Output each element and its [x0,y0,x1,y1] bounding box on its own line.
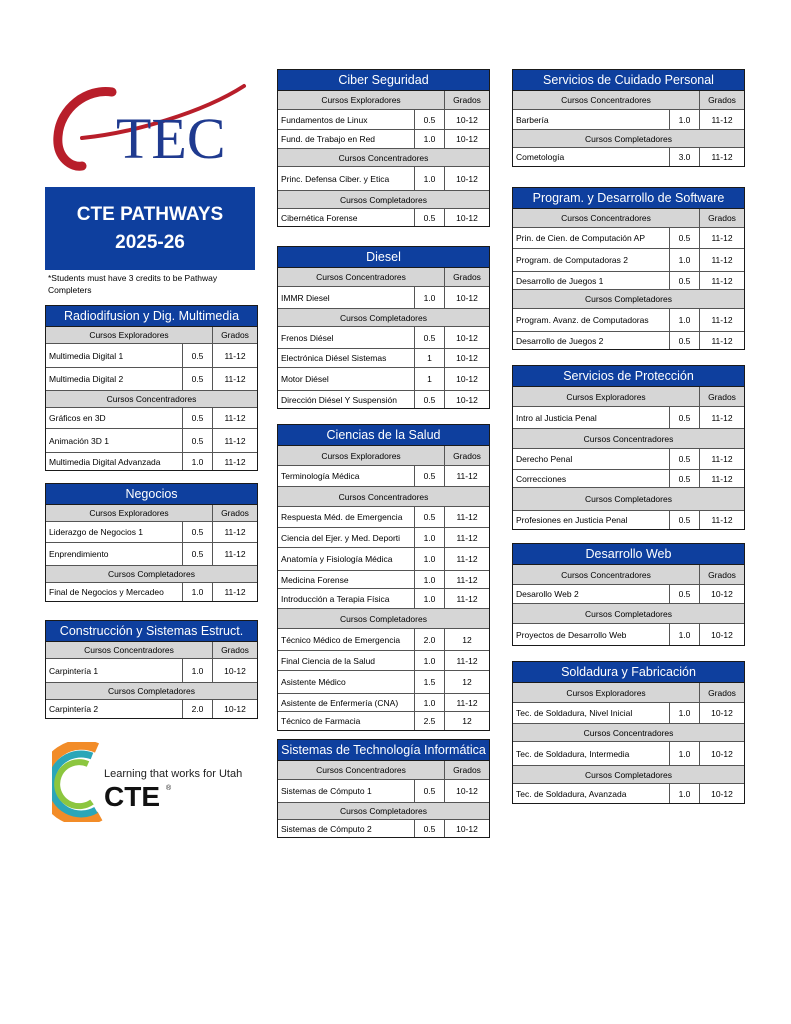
course-name: Correcciones [516,473,567,484]
course-credits: 0.5 [182,344,212,367]
course-credits: 1 [414,349,444,367]
section-header: Cursos Concentradores [278,487,489,507]
table-title: Negocios [46,484,257,505]
table-row [278,820,489,837]
course-name: Intro al Justicia Penal [516,412,597,423]
table-title: Servicios de Protección [513,366,744,387]
course-grades: 12 [444,629,489,650]
table-header-row [513,387,744,407]
table-row [513,703,744,724]
course-credits: 2.0 [182,700,212,718]
course-credits: 0.5 [414,327,444,348]
table-row [513,309,744,332]
table-row [513,249,744,272]
section-header: Cursos Concentradores [46,642,213,658]
course-credits: 0.5 [669,585,699,603]
table-header-row [278,91,489,110]
course-credits: 1.0 [182,659,212,682]
table-row [46,522,257,543]
course-name: Profesiones en Justicia Penal [516,515,628,525]
course-grades: 11-12 [212,583,257,601]
grades-header: Grados [221,645,249,655]
course-grades: 11-12 [699,309,744,331]
course-credits: 0.5 [669,228,699,248]
course-grades: 11-12 [444,694,489,711]
table-title: Sistemas de Technología Informática [278,740,489,761]
course-name: Sistemas de Cómputo 2 [281,823,372,834]
course-credits: 0.5 [414,780,444,802]
course-name: Electrónica Diésel Sistemas [281,353,387,363]
registered-mark: ® [166,785,172,792]
course-credits: 1.0 [669,624,699,645]
course-grades: 10-12 [699,624,744,645]
section-header: Cursos Exploradores [513,387,700,406]
section-header: Cursos Concentradores [278,149,489,167]
table-header-row [46,642,257,659]
section-header: Cursos Exploradores [278,91,445,109]
course-grades: 11-12 [444,528,489,547]
course-credits: 1 [414,368,444,390]
table-web [512,543,745,646]
course-name: Técnico de Farmacia [281,716,361,726]
course-grades: 10-12 [444,167,489,190]
table-soldadura [512,661,745,804]
course-grades: 11-12 [212,429,257,452]
course-grades: 11-12 [444,507,489,527]
table-row [46,453,257,470]
table-header-row [513,683,744,703]
course-name: Tec. de Soldadura, Nivel Inicial [516,708,633,718]
table-row [513,449,744,470]
course-grades: 10-12 [699,703,744,723]
course-grades: 11-12 [699,148,744,166]
course-grades: 11-12 [444,466,489,486]
table-row [278,629,489,651]
course-name: Desarrollo de Juegos 2 [516,335,604,346]
table-row [278,712,489,730]
table-row [278,571,489,589]
course-grades: 11-12 [212,408,257,428]
section-header: Cursos Concentradores [278,268,445,286]
course-name: IMMR Diesel [281,292,330,303]
section-header: Cursos Concentradores [513,429,744,449]
section-header: Cursos Exploradores [46,505,213,521]
table-row [46,429,257,453]
table-row [513,624,744,645]
section-header: Cursos Completadores [513,488,744,511]
course-credits: 1.0 [414,589,444,608]
course-name: Final de Negocios y Mercadeo [49,587,164,597]
course-name: Desarrollo de Juegos 1 [516,275,604,286]
course-credits: 0.5 [414,391,444,408]
credits-note: *Students must have 3 credits to be Pathway Completers [48,273,218,295]
course-name: Frenos Diésel [281,332,334,343]
course-name: Técnico Médico de Emergencia [281,634,401,645]
section-header: Cursos Exploradores [278,446,445,465]
section-header: Cursos Completadores [278,803,489,820]
course-name: Asistente de Enfermería (CNA) [281,697,399,708]
table-row [513,110,744,130]
course-name: Program. de Computadoras 2 [516,255,628,265]
course-grades: 11-12 [212,368,257,390]
course-credits: 3.0 [669,148,699,166]
course-name: Multimedia Digital Advanzada [49,456,161,467]
grades-header: Grados [453,272,481,282]
course-credits: 0.5 [669,407,699,428]
course-credits: 1.0 [414,130,444,148]
table-row [513,470,744,488]
grades-header: Grados [221,508,249,518]
table-row [278,209,489,226]
table-row [278,694,489,712]
course-credits: 0.5 [182,522,212,542]
course-grades: 10-12 [212,659,257,682]
section-header: Cursos Completadores [513,604,744,624]
course-credits: 1.0 [414,167,444,190]
course-grades: 10-12 [212,700,257,718]
course-grades: 10-12 [444,130,489,148]
course-credits: 2.0 [414,629,444,650]
course-grades: 11-12 [212,344,257,367]
grades-header: Grados [708,95,736,105]
course-credits: 1.0 [414,287,444,308]
course-credits: 0.5 [182,408,212,428]
course-grades: 10-12 [699,585,744,603]
table-row [278,391,489,408]
course-grades: 11-12 [699,470,744,487]
course-credits: 1.0 [414,651,444,670]
grades-header: Grados [453,95,481,105]
course-name: Introducción a Terapia Física [281,593,390,604]
table-row [46,659,257,683]
table-proteccion [512,365,745,530]
cte-text: CTE [104,781,160,812]
table-title: Program. y Desarrollo de Software [513,188,744,209]
course-name: Terminología Médica [281,471,360,481]
course-grades: 12 [444,671,489,693]
course-credits: 0.5 [669,511,699,529]
table-construccion [45,620,258,719]
table-row [278,780,489,803]
table-header-row [513,565,744,585]
table-row [46,700,257,718]
table-title: Radiodifusion y Dig. Multimedia [46,306,257,327]
course-name: Enprendimiento [49,549,109,559]
grades-header: Grados [453,765,481,775]
table-row [513,784,744,803]
course-name: Final Ciencia de la Salud [281,655,376,666]
course-grades: 10-12 [444,327,489,348]
course-credits: 0.5 [182,429,212,452]
course-credits: 0.5 [669,272,699,289]
course-grades: 11-12 [444,651,489,670]
table-header-row [46,327,257,344]
course-credits: 1.0 [182,583,212,601]
table-header-row [46,505,257,522]
pathways-title: CTE PATHWAYS [76,203,224,225]
course-credits: 0.5 [414,110,444,129]
course-name: Liderazgo de Negocios 1 [49,527,144,537]
course-credits: 0.5 [182,368,212,390]
course-name: Motor Diésel [281,374,329,384]
course-name: Medicina Forense [281,574,349,585]
course-grades: 10-12 [444,209,489,226]
course-grades: 11-12 [444,589,489,608]
ctec-logo [52,78,252,178]
course-credits: 1.0 [669,742,699,765]
section-header: Cursos Exploradores [46,327,213,343]
table-header-row [278,268,489,287]
cte-tagline: Learning that works for Utah [104,768,243,780]
course-name: Animación 3D 1 [49,435,110,446]
course-grades: 11-12 [212,453,257,470]
grades-header: Grados [708,569,736,580]
course-name: Multimedia Digital 2 [49,374,124,384]
table-title: Diesel [278,247,489,268]
course-credits: 1.0 [669,703,699,723]
grades-header: Grados [708,213,736,223]
course-name: Cometología [516,152,565,162]
section-header: Cursos Concentradores [46,391,257,408]
course-grades: 10-12 [444,780,489,802]
table-row [278,327,489,349]
table-title: Ciber Seguridad [278,70,489,91]
course-name: Tec. de Soldadura, Intermedia [516,748,630,759]
course-grades: 11-12 [444,548,489,570]
table-row [513,332,744,349]
course-grades: 11-12 [699,110,744,129]
course-grades: 10-12 [699,742,744,765]
course-grades: 11-12 [212,522,257,542]
table-row [46,344,257,368]
table-row [513,511,744,529]
course-grades: 10-12 [444,391,489,408]
course-name: Fundamentos de Linux [281,114,368,125]
table-row [278,528,489,548]
table-row [278,548,489,571]
table-row [513,228,744,249]
course-grades: 10-12 [444,349,489,367]
course-name: Respuesta Méd. de Emergencia [281,512,403,522]
table-row [513,742,744,766]
table-row [278,130,489,149]
table-title: Ciencias de la Salud [278,425,489,446]
section-header: Cursos Completadores [278,191,489,209]
course-credits: 0.5 [182,543,212,565]
course-name: Asistente Médico [281,677,346,687]
table-row [278,287,489,309]
course-grades: 11-12 [699,511,744,529]
section-header: Cursos Completadores [513,766,744,784]
table-row [278,167,489,191]
course-name: Cibernética Forense [281,212,358,223]
course-name: Carpintería 1 [49,665,99,676]
grades-header: Grados [221,330,249,340]
table-title: Construcción y Sistemas Estruct. [46,621,257,642]
course-credits: 1.0 [669,784,699,803]
cte-utah-logo [52,742,257,822]
table-salud [277,424,490,731]
table-title: Servicios de Cuidado Personal [513,70,744,91]
table-sti [277,739,490,838]
course-credits: 1.0 [669,309,699,331]
course-grades: 10-12 [444,820,489,837]
course-name: Carpintería 2 [49,704,99,714]
course-name: Anatomía y Fisiología Médica [281,554,393,564]
grades-header: Grados [708,391,736,402]
course-name: Derecho Penal [516,454,573,464]
course-name: Desarollo Web 2 [516,589,579,599]
course-name: Program. Avanz. de Computadoras [516,315,649,325]
table-row [278,349,489,368]
course-credits: 0.5 [669,449,699,469]
course-grades: 11-12 [444,571,489,588]
course-credits: 1.0 [414,694,444,711]
course-grades: 10-12 [699,784,744,803]
course-name: Sistemas de Cómputo 1 [281,786,372,796]
course-credits: 1.0 [182,453,212,470]
table-row [278,589,489,609]
table-diesel [277,246,490,409]
table-row [513,585,744,604]
course-credits: 1.0 [414,571,444,588]
course-name: Multimedia Digital 1 [49,350,124,361]
ctec-text: TEC [116,106,226,171]
section-header: Cursos Completadores [513,290,744,309]
course-name: Proyectos de Desarrollo Web [516,629,627,640]
table-row [278,671,489,694]
section-header: Cursos Completadores [513,130,744,148]
course-grades: 11-12 [699,407,744,428]
grades-header: Grados [708,687,736,698]
table-radiodifusion [45,305,258,471]
course-credits: 1.0 [669,110,699,129]
pathways-header [45,187,255,270]
table-row [278,110,489,130]
table-header-row [513,209,744,228]
course-name: Ciencia del Ejer. y Med. Deporti [281,532,401,543]
table-row [278,651,489,671]
table-header-row [278,761,489,780]
course-credits: 0.5 [414,466,444,486]
table-personal [512,69,745,167]
pathways-year: 2025-26 [115,231,185,253]
course-grades: 11-12 [699,228,744,248]
course-credits: 2.5 [414,712,444,730]
course-grades: 11-12 [212,543,257,565]
course-grades: 11-12 [699,449,744,469]
table-row [46,408,257,429]
table-negocios [45,483,258,602]
table-software [512,187,745,350]
section-header: Cursos Completadores [278,609,489,629]
course-credits: 0.5 [414,507,444,527]
grades-header: Grados [453,450,481,461]
course-name: Prin. de Cien. de Computación AP [516,233,645,243]
table-row [46,543,257,566]
course-name: Tec. de Soldadura, Avanzada [516,788,627,799]
section-header: Cursos Concentradores [278,761,445,779]
table-row [278,507,489,528]
table-row [513,407,744,429]
section-header: Cursos Concentradores [513,565,700,584]
table-row [278,466,489,487]
section-header: Cursos Concentradores [513,209,700,227]
course-name: Dirección Diésel Y Suspensión [281,394,397,405]
section-header: Cursos Completadores [46,683,257,700]
course-credits: 0.5 [414,209,444,226]
table-header-row [513,91,744,110]
table-title: Soldadura y Fabricación [513,662,744,683]
table-ciber [277,69,490,227]
table-row [46,583,257,601]
course-credits: 0.5 [669,470,699,487]
course-name: Princ. Defensa Ciber. y Etica [281,173,390,184]
course-credits: 0.5 [669,332,699,349]
table-row [278,368,489,391]
section-header: Cursos Concentradores [513,91,700,109]
table-row [513,148,744,166]
course-name: Fund. de Trabajo en Red [281,134,376,144]
table-header-row [278,446,489,466]
section-header: Cursos Concentradores [513,724,744,742]
course-credits: 1.0 [414,528,444,547]
course-grades: 10-12 [444,368,489,390]
section-header: Cursos Completadores [278,309,489,327]
course-credits: 1.0 [414,548,444,570]
section-header: Cursos Completadores [46,566,257,583]
table-row [46,368,257,391]
course-name: Barbería [516,114,549,125]
course-grades: 11-12 [699,272,744,289]
table-row [513,272,744,290]
course-grades: 12 [444,712,489,730]
course-credits: 1.5 [414,671,444,693]
course-grades: 10-12 [444,287,489,308]
course-grades: 10-12 [444,110,489,129]
course-name: Gráficos en 3D [49,413,106,423]
course-credits: 1.0 [669,249,699,271]
section-header: Cursos Exploradores [513,683,700,702]
table-title: Desarrollo Web [513,544,744,565]
course-grades: 11-12 [699,249,744,271]
course-credits: 0.5 [414,820,444,837]
course-grades: 11-12 [699,332,744,349]
